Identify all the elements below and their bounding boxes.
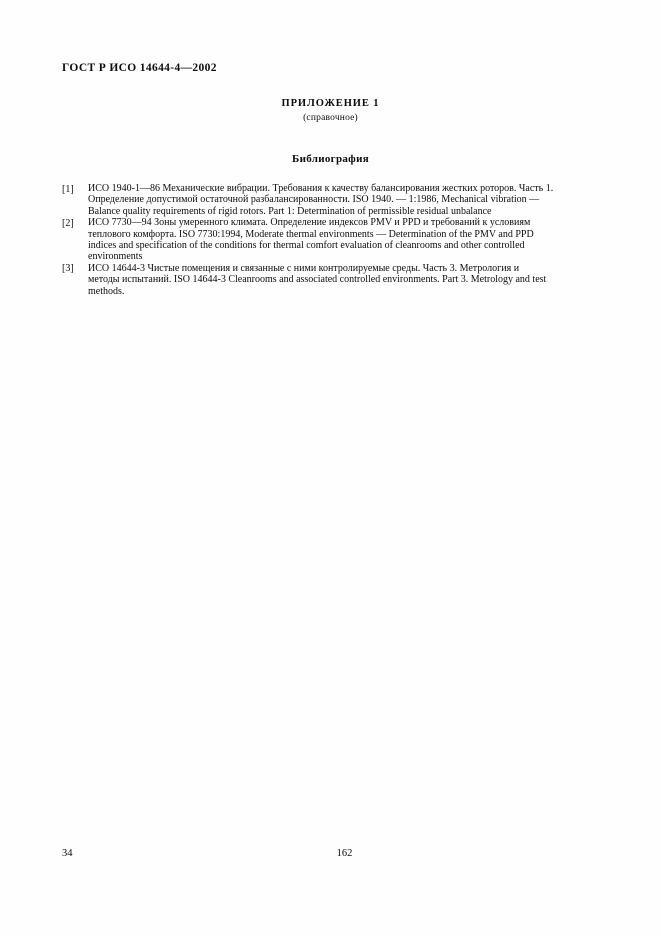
bibliography-heading: Библиография <box>292 153 369 165</box>
reference-entry <box>62 217 600 263</box>
reference-marker: [3] <box>62 263 74 275</box>
reference-line: Balance quality requirements of rigid rotors. Part 1: Determination of permissible residual unbalance <box>88 205 492 217</box>
reference-marker: [1] <box>62 183 74 195</box>
bibliography-list <box>62 183 600 297</box>
reference-text <box>88 183 600 217</box>
reference-line: environments <box>88 251 143 263</box>
reference-line: methods. <box>88 285 125 297</box>
footer-page-number-left: 34 <box>62 848 73 859</box>
reference-marker: [2] <box>62 217 74 229</box>
reference-line: indices and specification of the conditions for thermal comfort evaluation of cleanrooms and other controlled <box>88 240 525 252</box>
reference-text <box>88 217 600 263</box>
reference-line: методы испытаний. ISO 14644-3 Cleanrooms and associated controlled environments. Part 3. Metrology and test <box>88 274 547 286</box>
reference-entry <box>62 183 600 217</box>
reference-line: ИСО 7730—94 Зоны умеренного климата. Определение индексов PMV и PPD и требований к условиям <box>88 217 531 229</box>
document-header-standard-id: ГОСТ Р ИСО 14644-4—2002 <box>62 62 217 74</box>
reference-line: ИСО 1940-1—86 Механические вибрации. Требования к качеству балансирования жестких роторов. Часть 1. <box>88 183 554 194</box>
reference-line: теплового комфорта. ISO 7730:1994, Moderate thermal environments — Determination of the PMV and PPD <box>88 228 534 240</box>
annex-subtitle: (справочное) <box>303 113 358 123</box>
reference-line: Определение допустимой остаточной разбалансированности. ISO 1940. — 1:1986, Mechanical vibration — <box>88 194 540 206</box>
reference-line: ИСО 14644-3 Чистые помещения и связанные с ними контролируемые среды. Часть 3. Метрология и <box>88 262 520 274</box>
reference-text <box>88 263 600 297</box>
footer-page-number-center: 162 <box>336 848 353 859</box>
annex-title: ПРИЛОЖЕНИЕ 1 <box>281 98 380 109</box>
reference-entry <box>62 263 600 297</box>
annex-title-block <box>0 98 661 123</box>
